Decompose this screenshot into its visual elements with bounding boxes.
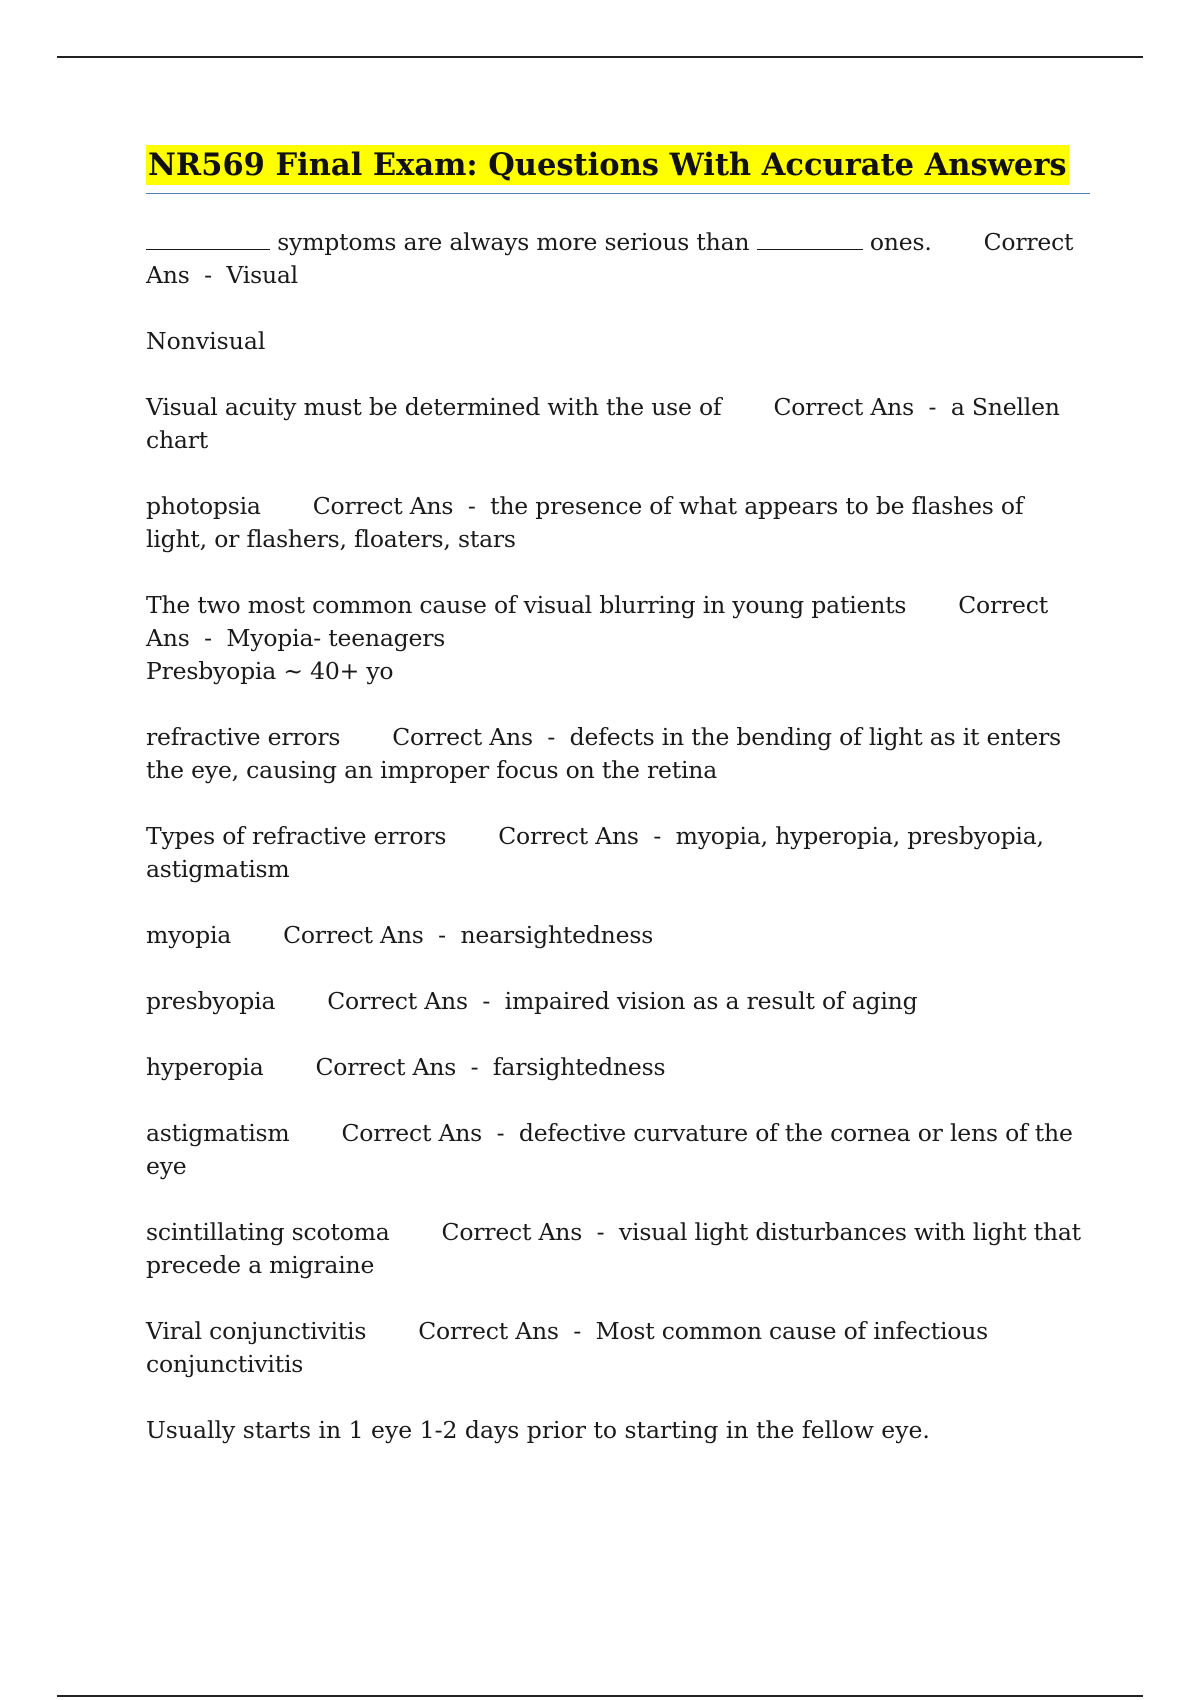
question-text: hyperopia [146,1053,264,1081]
correct-ans-label: Correct Ans - [316,1053,493,1081]
answer-text: defective curvature of the cornea or lens of the eye [146,1119,1080,1180]
answer-text: defects in the bending of light as it enters the eye, causing an improper focus on the retina [146,723,1069,784]
answer-text: Visual [226,261,299,289]
question-text: myopia [146,921,232,949]
qa-item [146,985,1090,1018]
page-bottom-rule [57,1695,1143,1697]
question-text-part1: symptoms are always more serious than [270,228,757,256]
fill-blank-1 [146,227,270,250]
correct-ans-label: Correct Ans - [146,591,1055,652]
qa-item [146,919,1090,952]
question-text-part2: ones. [862,228,932,256]
question-text: astigmatism [146,1119,290,1147]
question-text: Viral conjunctivitis [146,1317,367,1345]
question-text: The two most common cause of visual blurring in young patients [146,591,907,619]
correct-ans-label: Correct Ans - [418,1317,595,1345]
answer-text: myopia, hyperopia, presbyopia, astigmatism [146,822,1052,883]
question-text: scintillating scotoma [146,1218,390,1246]
title-block [146,145,1090,194]
question-text: Types of refractive errors [146,822,447,850]
qa-item [146,820,1090,886]
question-text: Visual acuity must be determined with the use of [146,393,722,421]
qa-item [146,1051,1090,1084]
answer-text: the presence of what appears to be flashes of light, or flashers, floaters, stars [146,492,1031,553]
qa-item [146,1315,1090,1381]
answer-text: Myopia- teenagers Presbyopia ~ 40+ yo [146,624,446,685]
answer-text: a Snellen chart [146,393,1067,454]
question-text: photopsia [146,492,261,520]
fill-blank-2 [757,227,863,250]
page-top-rule [57,56,1143,58]
qa-item-1 [146,226,1090,292]
qa-item [146,589,1090,688]
question-text: presbyopia [146,987,276,1015]
document-body [146,145,1090,1480]
correct-ans-label: Correct Ans - [146,228,1081,289]
answer-continuation: Usually starts in 1 eye 1-2 days prior to starting in the fellow eye. [146,1416,930,1444]
correct-ans-label: Correct Ans - [341,1119,518,1147]
answer-text: nearsightedness [460,921,654,949]
question-text: refractive errors [146,723,341,751]
answer-continuation: Nonvisual [146,327,266,355]
answer-text: Most common cause of infectious conjunctivitis [146,1317,996,1378]
correct-ans-label: Correct Ans - [773,393,950,421]
qa-item [146,721,1090,787]
correct-ans-label: Correct Ans - [442,1218,619,1246]
qa-item [146,490,1090,556]
qa-item [146,1216,1090,1282]
correct-ans-label: Correct Ans - [313,492,490,520]
answer-text: impaired vision as a result of aging [504,987,918,1015]
correct-ans-label: Correct Ans - [498,822,675,850]
document-title: NR569 Final Exam: Questions With Accurate Answers [148,147,1067,183]
qa-item [146,391,1090,457]
answer-text: farsightedness [492,1053,666,1081]
correct-ans-label: Correct Ans - [392,723,569,751]
answer-text: visual light disturbances with light that precede a migraine [146,1218,1089,1279]
correct-ans-label: Correct Ans - [283,921,460,949]
qa-item [146,1117,1090,1183]
correct-ans-label: Correct Ans - [327,987,504,1015]
